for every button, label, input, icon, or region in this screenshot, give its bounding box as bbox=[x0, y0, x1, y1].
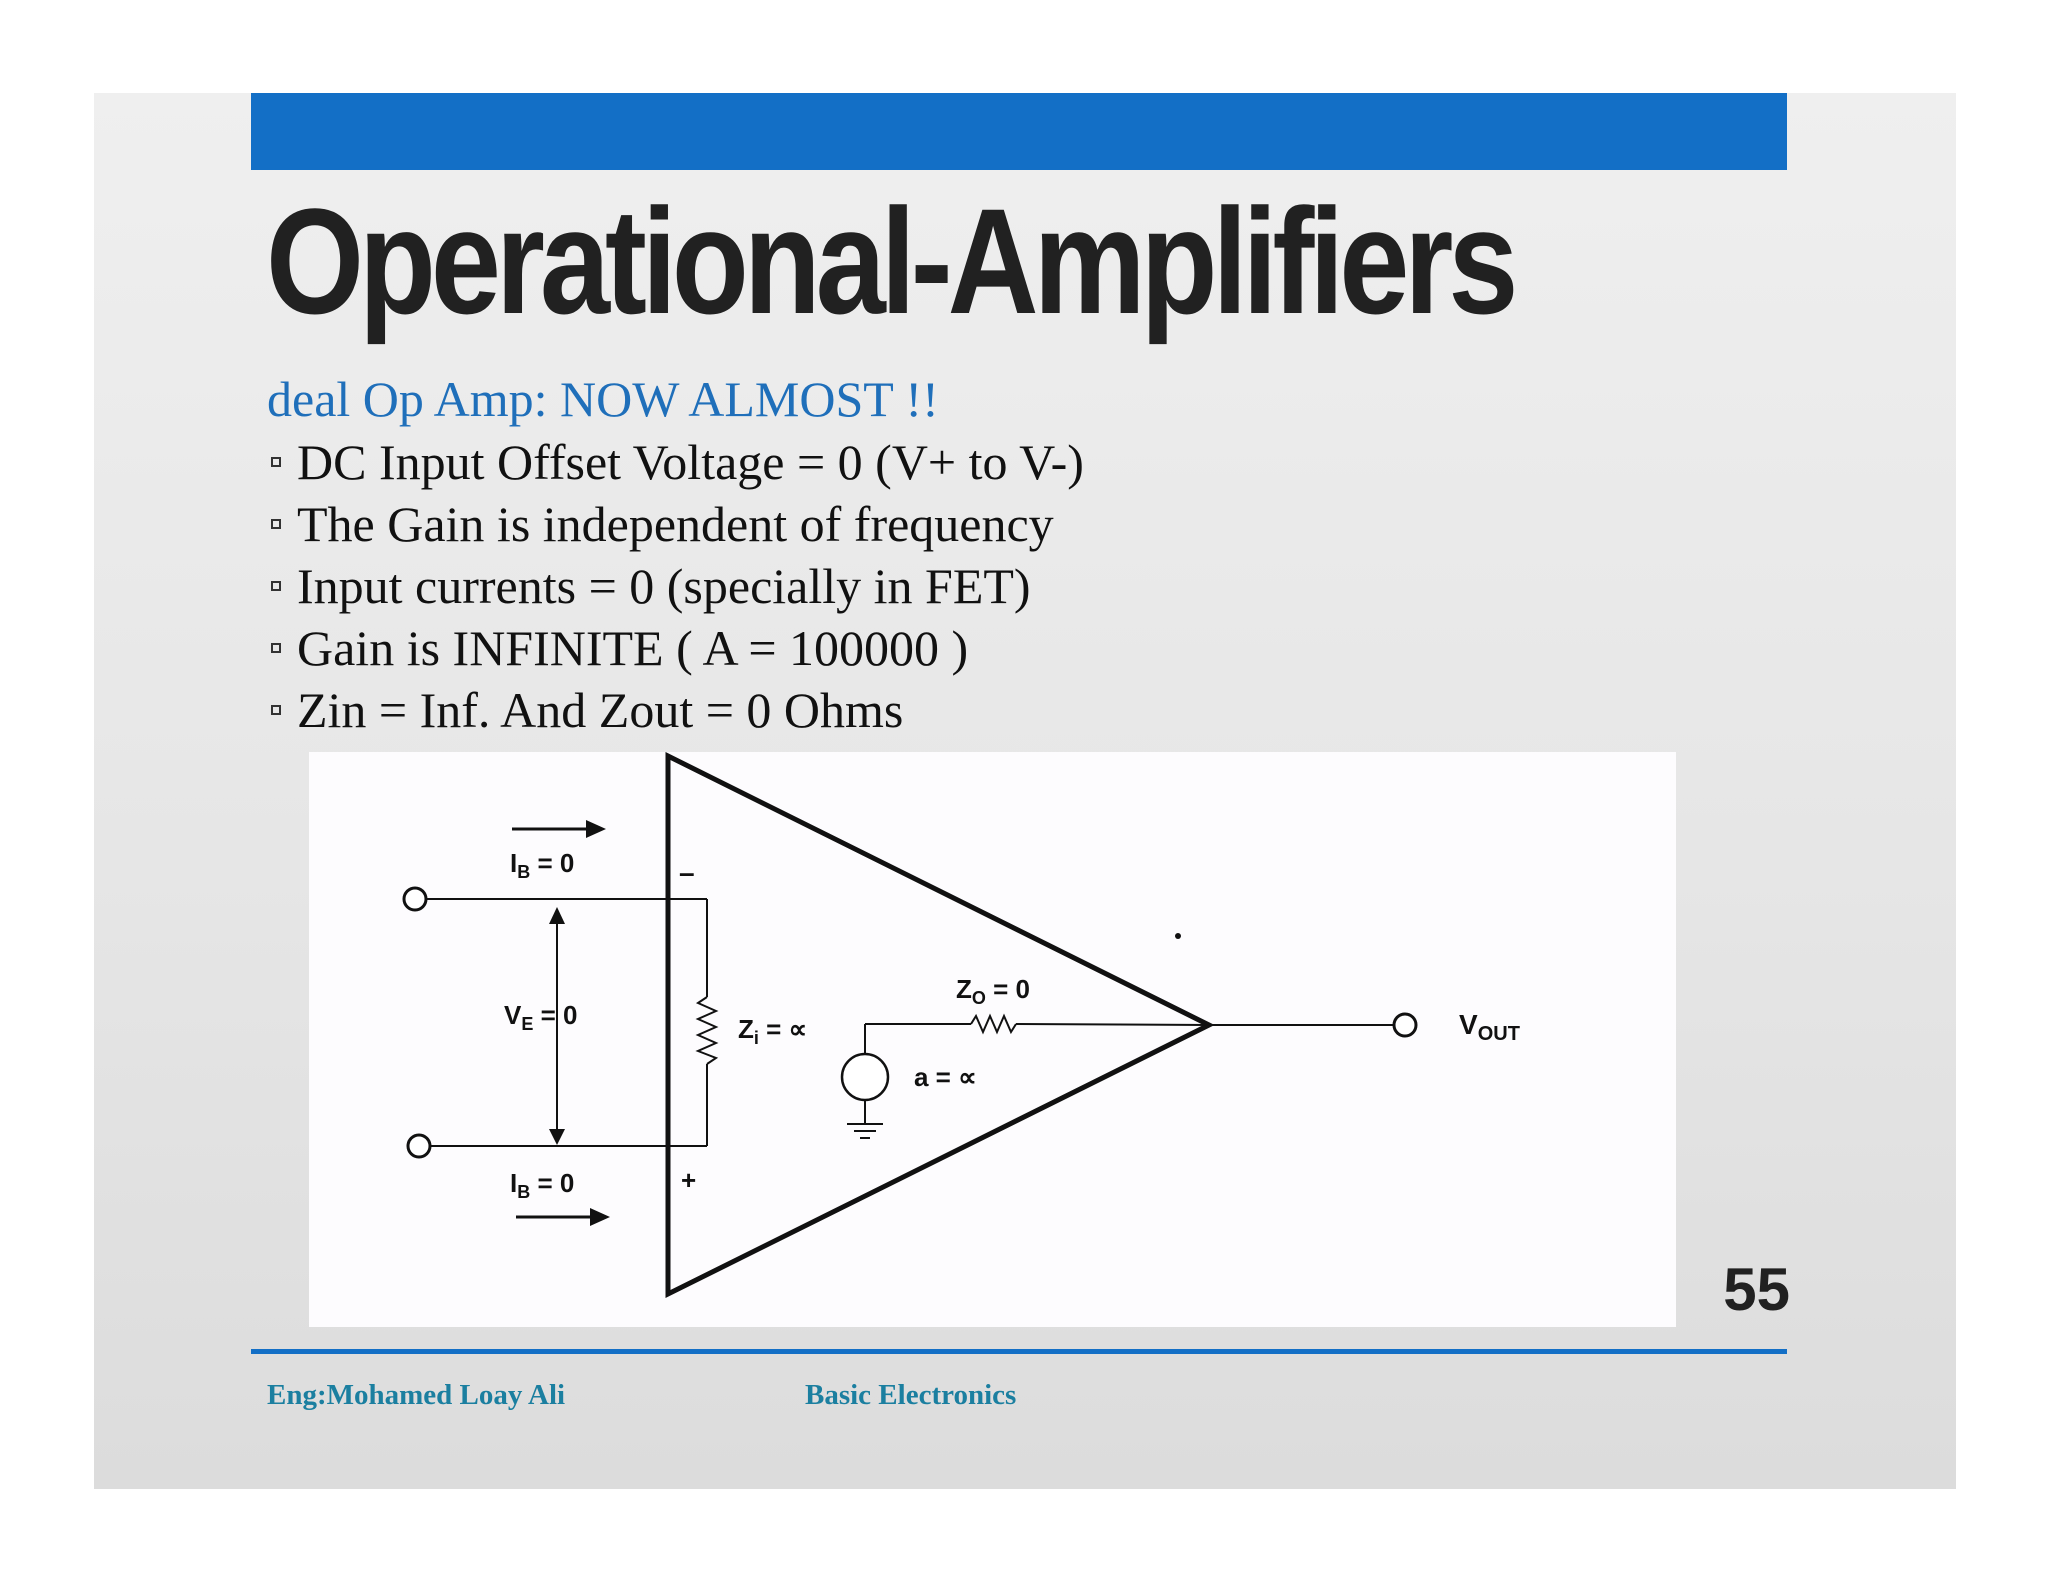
bullet-item: Gain is INFINITE ( A = 100000 ) bbox=[267, 617, 1084, 679]
bullet-item: DC Input Offset Voltage = 0 (V+ to V-) bbox=[267, 431, 1084, 493]
footer-divider bbox=[251, 1349, 1787, 1354]
ve-label: $V_E = 0$ bbox=[504, 1000, 578, 1034]
square-bullet-icon bbox=[271, 705, 281, 715]
square-bullet-icon bbox=[271, 457, 281, 467]
bullet-list bbox=[267, 431, 1084, 741]
slide-subtitle: deal Op Amp: NOW ALMOST !! bbox=[267, 371, 939, 427]
square-bullet-icon bbox=[271, 643, 281, 653]
ve-up-arrow-icon bbox=[549, 907, 565, 924]
vout-label: $V_{OUT}$ bbox=[1459, 1009, 1520, 1045]
square-bullet-icon bbox=[271, 519, 281, 529]
zi-resistor bbox=[698, 997, 716, 1064]
ve-down-arrow-icon bbox=[549, 1129, 565, 1145]
inverting-input-terminal bbox=[404, 888, 426, 910]
ib-top-label: $I_B = 0$ bbox=[510, 848, 575, 882]
zo-label: $Z_O = 0$ bbox=[956, 974, 1030, 1008]
zi-label: $Z_i$ = ∝ bbox=[738, 1014, 808, 1048]
noninverting-input-terminal bbox=[408, 1135, 430, 1157]
op-amp-diagram bbox=[309, 752, 1676, 1327]
op-amp-schematic bbox=[309, 752, 1676, 1327]
zo-resistor bbox=[971, 1016, 1016, 1032]
plus-sign: + bbox=[681, 1165, 697, 1195]
minus-sign: – bbox=[679, 857, 695, 888]
ib-bottom-label: $I_B = 0$ bbox=[510, 1168, 575, 1202]
output-terminal bbox=[1394, 1014, 1416, 1036]
bullet-item: Input currents = 0 (specially in FET) bbox=[267, 555, 1084, 617]
page-number: 55 bbox=[1723, 1256, 1790, 1323]
bullet-item: Zin = Inf. And Zout = 0 Ohms bbox=[267, 679, 1084, 741]
square-bullet-icon bbox=[271, 581, 281, 591]
ib-bottom-arrow-icon bbox=[590, 1208, 610, 1226]
footer-course: Basic Electronics bbox=[805, 1379, 1017, 1411]
title-accent-bar bbox=[251, 93, 1787, 170]
bullet-item: The Gain is independent of frequency bbox=[267, 493, 1084, 555]
gain-label: a = ∝ bbox=[914, 1062, 977, 1092]
voltage-source bbox=[842, 1054, 888, 1100]
footer-author: Eng:Mohamed Loay Ali bbox=[267, 1379, 566, 1411]
slide-title: Operational-Amplifiers bbox=[266, 177, 1514, 345]
ib-top-arrow-icon bbox=[586, 820, 606, 838]
